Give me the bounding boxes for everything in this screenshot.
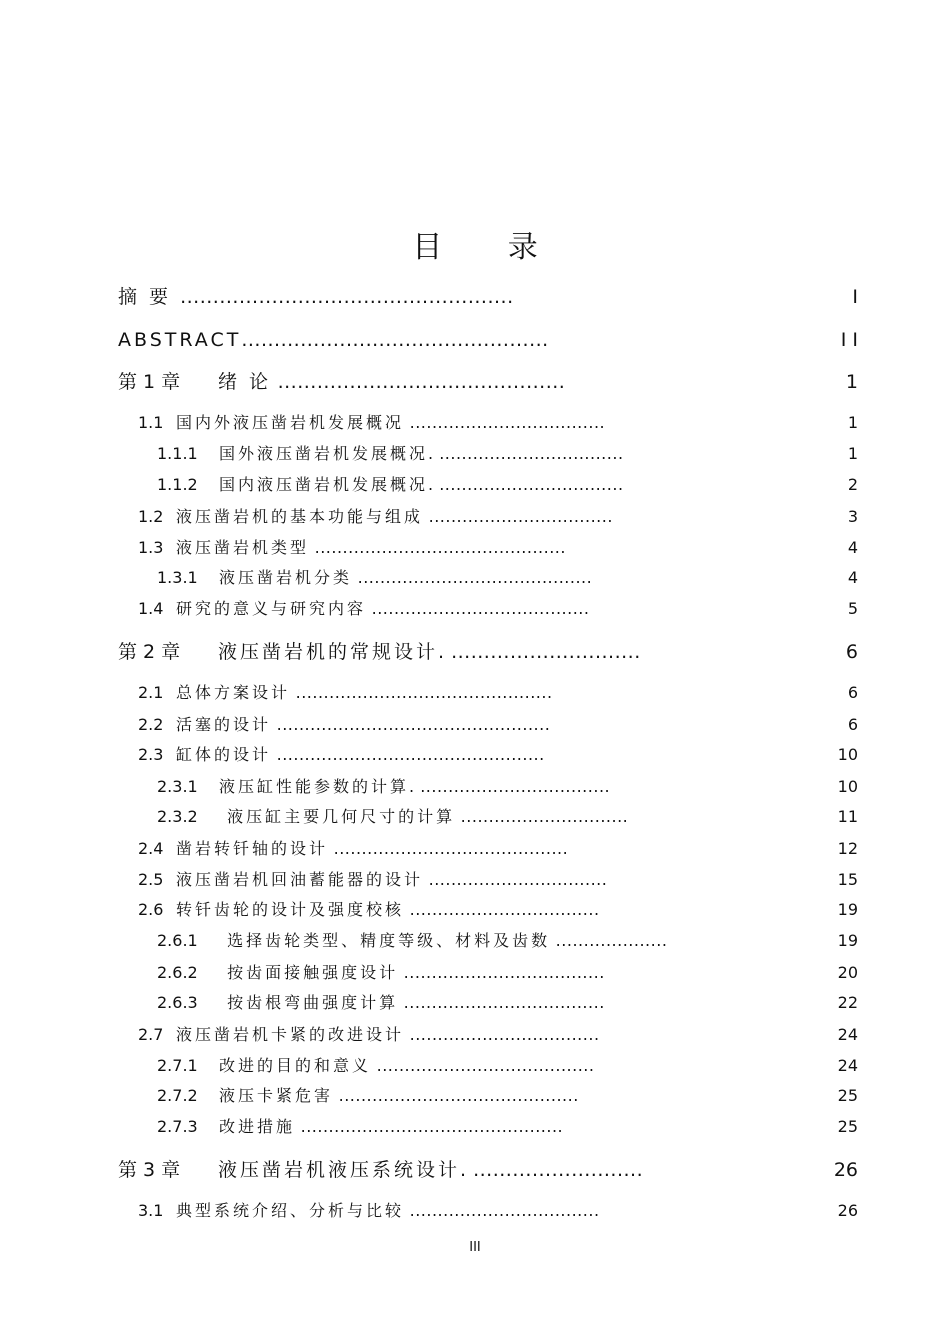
toc-entry[interactable] <box>0 712 950 738</box>
toc-entry-number: 1.1.1 <box>157 444 198 463</box>
toc-entry-label <box>138 1022 600 1048</box>
toc-entry[interactable] <box>0 990 950 1016</box>
toc-entry-number: 2.5 <box>138 870 164 889</box>
toc-entry-number: 1.1 <box>138 413 164 432</box>
toc-entry-title: 选择齿轮类型、精度等级、材料及齿数 <box>219 931 551 950</box>
toc-entry-label <box>138 897 600 923</box>
toc-entry-title: 液压卡紧危害 <box>219 1086 334 1105</box>
toc-entry-label <box>157 990 605 1016</box>
toc-entry-title: 国外液压凿岩机发展概况 <box>219 444 429 463</box>
toc-entry[interactable] <box>0 960 950 986</box>
toc-entry-leader: . ................................. <box>428 475 624 494</box>
toc-entry-number: 1.1.2 <box>157 475 198 494</box>
toc-entry[interactable] <box>0 1083 950 1109</box>
toc-entry-number: 2.7.2 <box>157 1086 198 1105</box>
toc-entry-title: 液压凿岩机回油蓄能器的设计 <box>176 870 424 889</box>
toc-entry[interactable] <box>0 1053 950 1079</box>
toc-entry-page: I I <box>840 329 858 351</box>
toc-entry-leader: ....................................... <box>366 599 590 618</box>
toc-entry-page: 22 <box>837 993 858 1012</box>
toc-entry-leader: ............................................. <box>309 538 566 557</box>
toc-entry-label <box>157 804 628 830</box>
toc-entry-page: 24 <box>837 1056 858 1075</box>
toc-entry[interactable] <box>0 1114 950 1140</box>
toc-entry-number: 2.7 <box>138 1025 164 1044</box>
toc-entry[interactable] <box>0 284 950 310</box>
toc-entry[interactable] <box>0 369 950 395</box>
toc-entry-title: 液压凿岩机的基本功能与组成 <box>176 507 424 526</box>
toc-entry-title: 液压凿岩机卡紧的改进设计 <box>176 1025 405 1044</box>
toc-entry[interactable] <box>0 639 950 665</box>
toc-entry-label <box>157 928 667 954</box>
toc-entry-title: 凿岩转钎轴的设计 <box>176 839 329 858</box>
toc-entry-page: 10 <box>837 745 858 764</box>
toc-entry-title: 缸体的设计 <box>176 745 272 764</box>
toc-entry-label <box>138 504 613 530</box>
toc-entry-label <box>157 441 624 467</box>
toc-entry-leader: ............................................... <box>241 329 549 351</box>
page-number: III <box>469 1240 481 1255</box>
toc-entry-number: 2.4 <box>138 839 164 858</box>
toc-entry-leader: .................................... <box>398 993 605 1012</box>
toc-entry-number: 3.1 <box>138 1201 164 1220</box>
toc-entry-title: ABSTRACT <box>118 329 242 351</box>
toc-entry-page: 12 <box>837 839 858 858</box>
toc-entry-number: 1.4 <box>138 599 164 618</box>
page-title: 目 录 <box>412 230 566 265</box>
toc-entry-number: 2.6 <box>138 900 164 919</box>
toc-entry-title: 按齿面接触强度设计 <box>219 963 399 982</box>
toc-entry-title: 国内液压凿岩机发展概况 <box>219 475 429 494</box>
toc-entry-title: 液压凿岩机的常规设计 <box>218 641 439 663</box>
toc-entry-title: 液压凿岩机类型 <box>176 538 310 557</box>
toc-entry-leader: . ................................. <box>428 444 624 463</box>
toc-entry-number: 2.7.3 <box>157 1117 198 1136</box>
toc-entry-leader: ........................................... <box>333 1086 579 1105</box>
toc-entry-title: 研究的意义与研究内容 <box>176 599 367 618</box>
toc-entry[interactable] <box>0 742 950 768</box>
toc-entry-label <box>138 596 589 622</box>
toc-entry[interactable] <box>0 596 950 622</box>
toc-entry-leader: ............................................... <box>295 1117 564 1136</box>
toc-entry-label <box>118 327 549 353</box>
toc-entry-page: 25 <box>837 1117 858 1136</box>
toc-entry-leader: ................................................. <box>271 715 551 734</box>
toc-entry-number: 第 3 章 <box>118 1159 181 1181</box>
toc-entry-label <box>138 1198 600 1224</box>
toc-entry[interactable] <box>0 410 950 436</box>
toc-entry-label <box>118 639 641 665</box>
toc-entry[interactable] <box>0 774 950 800</box>
toc-entry-page: 19 <box>837 931 858 950</box>
toc-entry-number: 1.2 <box>138 507 164 526</box>
toc-entry-page: 6 <box>845 641 858 663</box>
toc-entry[interactable] <box>0 441 950 467</box>
toc-entry-label <box>118 284 514 310</box>
toc-entry-label <box>138 712 550 738</box>
toc-entry-label <box>157 1114 563 1140</box>
toc-entry-number: 2.6.3 <box>157 993 198 1012</box>
toc-entry-page: 15 <box>837 870 858 889</box>
toc-entry-leader: .................................... <box>398 963 605 982</box>
toc-entry-leader: .................................. <box>404 1201 600 1220</box>
toc-entry-page: 26 <box>837 1201 858 1220</box>
toc-entry-leader: ............................................ <box>271 371 566 393</box>
toc-entry-label <box>138 867 607 893</box>
toc-entry[interactable] <box>0 897 950 923</box>
toc-entry[interactable] <box>0 680 950 706</box>
toc-entry-title: 摘 要 <box>118 286 181 308</box>
toc-entry[interactable] <box>0 836 950 862</box>
toc-entry-number: 第 2 章 <box>118 641 181 663</box>
toc-entry-page: 2 <box>847 475 858 494</box>
toc-entry-title: 改进的目的和意义 <box>219 1056 372 1075</box>
toc-entry-title: 活塞的设计 <box>176 715 272 734</box>
toc-entry[interactable] <box>0 565 950 591</box>
toc-entry-title: 按齿根弯曲强度计算 <box>219 993 399 1012</box>
toc-entry[interactable] <box>0 472 950 498</box>
toc-entry-title: 液压缸性能参数的计算 <box>219 777 410 796</box>
toc-entry-page: 11 <box>837 807 858 826</box>
toc-entry-leader: ................................ <box>423 870 608 889</box>
toc-entry[interactable] <box>0 504 950 530</box>
toc-entry-leader: .............................................. <box>290 683 553 702</box>
toc-entry-title: 绪 论 <box>218 371 272 393</box>
toc-entry-page: 20 <box>837 963 858 982</box>
toc-entry-number: 第 1 章 <box>118 371 181 393</box>
toc-entry[interactable] <box>0 804 950 830</box>
toc-entry-label <box>138 410 605 436</box>
toc-entry-title: 液压缸主要几何尺寸的计算 <box>219 807 456 826</box>
toc-entry-leader: ....................................... <box>371 1056 595 1075</box>
toc-entry-page: 10 <box>837 777 858 796</box>
toc-entry-page: 6 <box>847 715 858 734</box>
toc-entry-number: 2.3 <box>138 745 164 764</box>
toc-entry-leader: .......................................... <box>328 839 569 858</box>
toc-entry-leader: .......................................... <box>352 568 593 587</box>
toc-entry-title: 液压凿岩机分类 <box>219 568 353 587</box>
toc-entry-number: 2.2 <box>138 715 164 734</box>
toc-entry-number: 2.6.2 <box>157 963 198 982</box>
toc-entry-label <box>138 742 545 768</box>
toc-entry-label <box>118 369 565 395</box>
toc-entry-title: 国内外液压凿岩机发展概况 <box>176 413 405 432</box>
toc-entry-label <box>118 1157 643 1183</box>
toc-entry-title: 液压凿岩机液压系统设计 <box>218 1159 461 1181</box>
toc-entry-page: 6 <box>847 683 858 702</box>
toc-entry-page: 4 <box>847 538 858 557</box>
toc-entry-title: 典型系统介绍、分析与比较 <box>176 1201 405 1220</box>
toc-entry-number: 2.6.1 <box>157 931 198 950</box>
toc-entry-label <box>157 472 624 498</box>
toc-entry-leader: .................................. <box>404 1025 600 1044</box>
toc-entry-page: I <box>852 286 858 308</box>
toc-entry-label <box>138 680 553 706</box>
toc-entry-number: 2.7.1 <box>157 1056 198 1075</box>
toc-entry-page: 5 <box>847 599 858 618</box>
toc-entry-leader: .................................. <box>404 900 600 919</box>
toc-entry[interactable] <box>0 1198 950 1224</box>
toc-entry-page: 24 <box>837 1025 858 1044</box>
toc-entry-leader: . .................................. <box>409 777 611 796</box>
toc-entry-title: 转钎齿轮的设计及强度校核 <box>176 900 405 919</box>
toc-entry-label <box>157 1053 594 1079</box>
toc-entry-leader: . .......................... <box>460 1159 644 1181</box>
toc-entry-number: 1.3 <box>138 538 164 557</box>
toc-entry-page: 1 <box>845 371 858 393</box>
toc-entry-leader: . ............................. <box>438 641 641 663</box>
toc-entry-label <box>138 535 566 561</box>
toc-entry-page: 1 <box>847 413 858 432</box>
toc-entry-leader: ................................................ <box>271 745 545 764</box>
toc-entry-leader: .................... <box>550 931 668 950</box>
toc-entry-label <box>157 960 605 986</box>
toc-entry-page: 26 <box>833 1159 858 1181</box>
toc-entry-leader: ................................................... <box>180 286 514 308</box>
toc-entry-label <box>157 1083 579 1109</box>
toc-entry-page: 25 <box>837 1086 858 1105</box>
toc-entry[interactable] <box>0 535 950 561</box>
toc-entry-title: 改进措施 <box>219 1117 296 1136</box>
toc-entry-label <box>157 774 610 800</box>
toc-entry[interactable] <box>0 1022 950 1048</box>
toc-entry-leader: ................................... <box>404 413 606 432</box>
toc-entry-leader: .............................. <box>455 807 629 826</box>
toc-entry-number: 2.3.1 <box>157 777 198 796</box>
toc-entry-title: 总体方案设计 <box>176 683 291 702</box>
toc-entry[interactable] <box>0 327 950 353</box>
toc-entry-page: 4 <box>847 568 858 587</box>
toc-entry-leader: ................................. <box>423 507 613 526</box>
toc-entry-page: 3 <box>847 507 858 526</box>
toc-entry[interactable] <box>0 1157 950 1183</box>
toc-entry-label <box>157 565 592 591</box>
toc-entry-page: 1 <box>847 444 858 463</box>
toc-entry-page: 19 <box>837 900 858 919</box>
toc-entry-number: 2.3.2 <box>157 807 198 826</box>
toc-entry-number: 2.1 <box>138 683 164 702</box>
toc-entry-label <box>138 836 568 862</box>
toc-entry[interactable] <box>0 928 950 954</box>
toc-entry[interactable] <box>0 867 950 893</box>
toc-entry-number: 1.3.1 <box>157 568 198 587</box>
